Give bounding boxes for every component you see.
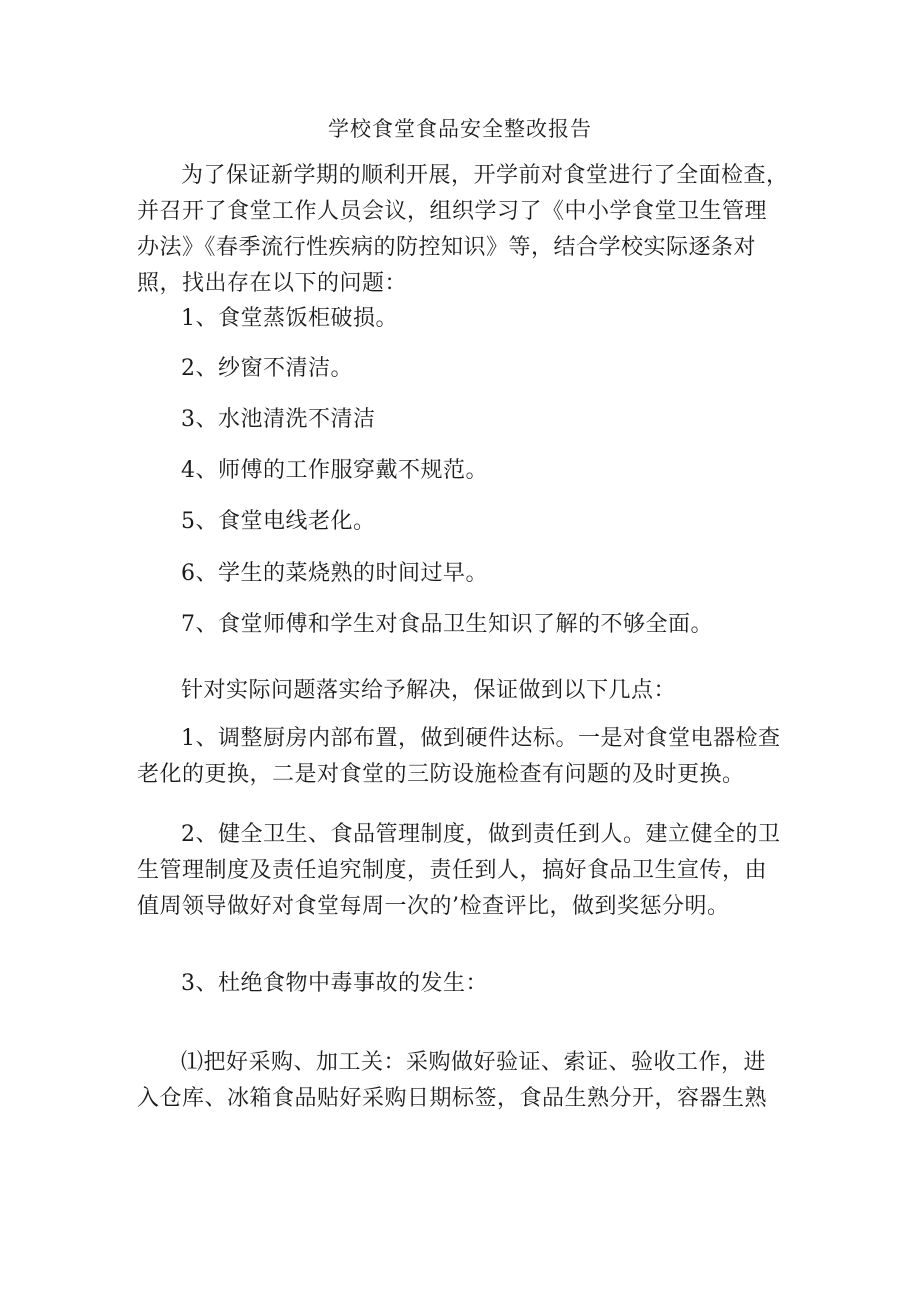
problem-item-6: 6、学生的菜烧熟的时间过早。 bbox=[181, 561, 488, 586]
problem-item-7: 7、食堂师傅和学生对食品卫生知识了解的不够全面。 bbox=[181, 612, 713, 637]
intro-paragraph bbox=[137, 158, 797, 302]
solution-1-line: 1、调整厨房内部布置，做到硬件达标。一是对食堂电器检查 bbox=[181, 726, 781, 751]
intro-line: 照，找出存在以下的问题： bbox=[137, 271, 408, 296]
solution-3-sub-line: 入仓库、冰箱食品贴好采购日期标签，食品生熟分开，容器生熟 bbox=[137, 1086, 768, 1111]
solution-2-line: 2、健全卫生、食品管理制度，做到责任到人。建立健全的卫 bbox=[181, 822, 781, 847]
solution-3-sub-paragraph bbox=[137, 1045, 797, 1117]
solution-1-paragraph bbox=[137, 721, 797, 793]
solution-3-heading: 3、杜绝食物中毒事故的发生： bbox=[181, 971, 488, 996]
document-title: 学校食堂食品安全整改报告 bbox=[328, 117, 592, 141]
solution-3-sub-line: ⑴把好采购、加工关：采购做好验证、索证、验收工作，进 bbox=[181, 1050, 767, 1075]
intro-line: 办法》《春季流行性疾病的防控知识》等，结合学校实际逐条对 bbox=[137, 235, 757, 260]
problem-item-3: 3、水池清洗不清洁 bbox=[181, 407, 376, 432]
problem-item-5: 5、食堂电线老化。 bbox=[181, 509, 376, 534]
intro-line: 为了保证新学期的顺利开展，开学前对食堂进行了全面检查， bbox=[181, 163, 789, 188]
problem-item-1: 1、食堂蒸饭柜破损。 bbox=[181, 306, 398, 331]
intro-line: 并召开了食堂工作人员会议，组织学习了《中小学食堂卫生管理 bbox=[137, 199, 768, 224]
solution-1-line: 老化的更换，二是对食堂的三防设施检查有问题的及时更换。 bbox=[137, 762, 745, 787]
solution-2-paragraph bbox=[137, 817, 797, 925]
solutions-intro: 针对实际问题落实给予解决，保证做到以下几点： bbox=[181, 678, 677, 703]
problem-item-4: 4、师傅的工作服穿戴不规范。 bbox=[181, 458, 488, 483]
problem-item-2: 2、纱窗不清洁。 bbox=[181, 356, 353, 381]
solution-2-line: 值周领导做好对食堂每周一次的’检查评比，做到奖惩分明。 bbox=[137, 894, 730, 919]
solution-2-line: 生管理制度及责任追究制度，责任到人，搞好食品卫生宣传，由 bbox=[137, 858, 768, 883]
